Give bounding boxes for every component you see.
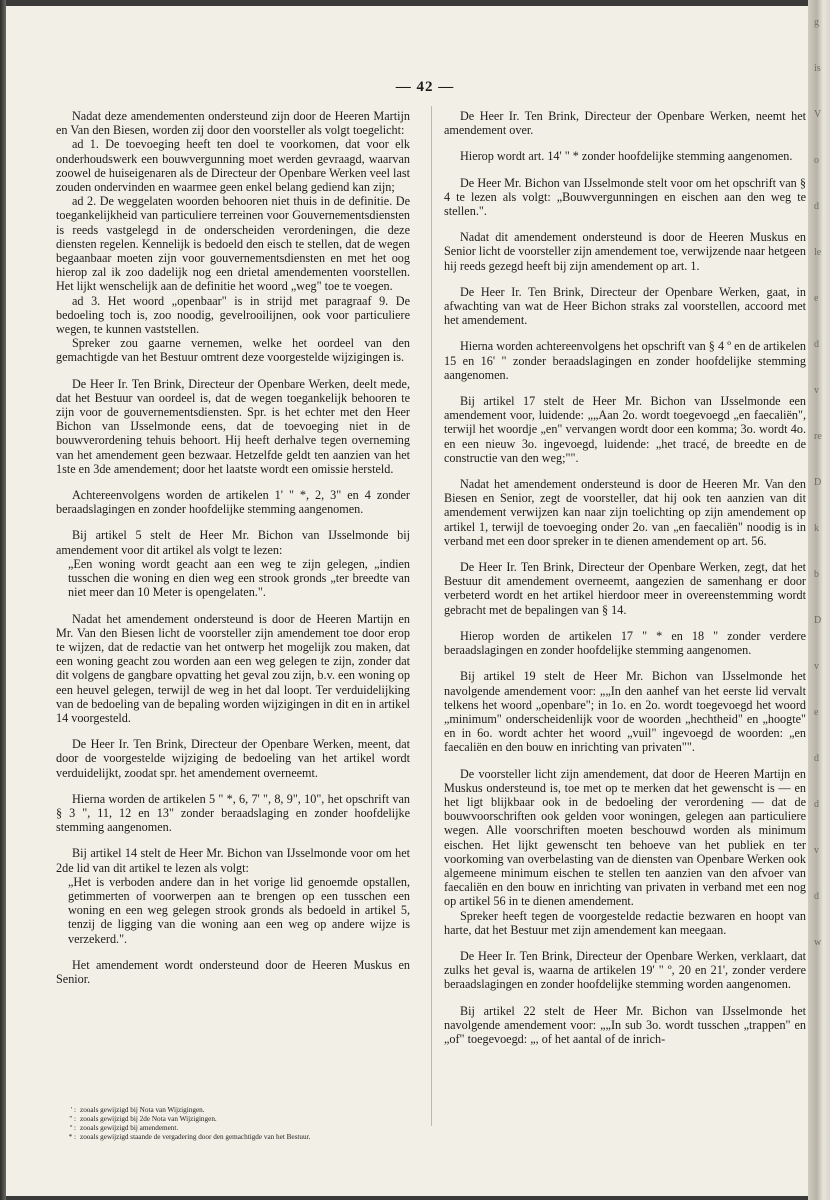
edge-letter: D [814, 615, 822, 626]
edge-letter: re [814, 431, 822, 442]
paragraph: Spreker zou gaarne vernemen, welke het oordeel van den gemachtigde van het Bestuur omtrent deze voorgestelde wijzigingen is. [56, 336, 410, 365]
paragraph: Bij artikel 17 stelt de Heer Mr. Bichon van IJsselmonde een amendement voor, luidende: „„Aan 2o. wordt toegevoegd „en faecaliën", terwijl het woordje „en" vervangen wordt door een komma; 3o. wordt 4o. en een nieuw 3o. ingevoegd, luidende: „het tracé, de breedte en de constructie van den weg;"". [444, 394, 806, 465]
edge-letter: e [814, 707, 819, 718]
paragraph: ad 2. De weggelaten woorden behooren niet thuis in de definitie. De toegankelijkheid van particuliere terreinen voor Gouvernementsdiensten is reeds vastgelegd in de onderscheiden verordeningen, die deze diensten regelen. Kennelijk is bedoeld den eisch te stellen, dat de wegen begaanbaar moeten zijn voor gouvernementsdiensten en met het oog hierop zal ik zoo dadelijk nog een drietal amendementen voorstellen. Het lijkt wenschelijk aan de definitie het woord „weg" toe te voegen. [56, 194, 410, 294]
paragraph: Spreker heeft tegen de voorgestelde redactie bezwaren en hoopt van harte, dat het Bestuur met zijn amendement kan meegaan. [444, 908, 806, 937]
edge-letter: g [814, 17, 819, 28]
edge-letter: d [814, 339, 819, 350]
edge-letter: is [814, 63, 821, 74]
paragraph: De Heer Ir. Ten Brink, Directeur der Openbare Werken, zegt, dat het Bestuur dit amendement overneemt, aangezien de samenhang er door verbeterd wordt en het artikel hierdoor meer in overeenstemming wordt gebracht met de bepalingen van § 14. [444, 560, 806, 617]
edge-letter: d [814, 891, 819, 902]
paragraph: Hierna worden achtereenvolgens het opschrift van § 4 º en de artikelen 15 en 16' " zonder beraadslagingen en zonder hoofdelijke stemming aangenomen. [444, 339, 806, 382]
edge-letter: k [814, 523, 819, 534]
left-column [56, 109, 410, 998]
quoted-amendment: „Een woning wordt geacht aan een weg te zijn gelegen, „indien tusschen die woning en dien weg een strook gronds „ter breedte van niet meer dan 10 Meter is opengelaten.". [68, 556, 410, 600]
paragraph: De Heer Mr. Bichon van IJsselmonde stelt voor om het opschrift van § 4 te lezen als volgt: „Bouwvergunningen en eischen aan den weg te stellen.". [444, 175, 806, 219]
edge-letter: d [814, 799, 819, 810]
paragraph: De Heer Ir. Ten Brink, Directeur der Openbare Werken, deelt mede, dat het Bestuur van oordeel is, dat de wegen toegankelijk behooren te zijn voor de gouvernementsdiensten. Spr. is het echter met den Heer Bichon van IJsselmonde eens, dat de toevoeging niet in de bouwverordening tehuis behoort. Hij heeft derhalve tegen overneming van het amendement geen bezwaar. Hetzelfde geldt ten aanzien van het 1ste en 3de amendement; door het laatste wordt een omissie hersteld. [56, 376, 410, 476]
adjacent-page-edge [808, 0, 830, 1200]
paragraph: De Heer Ir. Ten Brink, Directeur der Openbare Werken, neemt het amendement over. [444, 109, 806, 138]
document-page [6, 6, 812, 1196]
quoted-amendment: „Het is verboden andere dan in het vorige lid genoemde opstallen, getimmerten of voorwerpen aan te brengen op een tusschen een woning en een weg gelegen strook gronds als bedoeld in artikel 5, tenzij de ligging van die woning aan een weg op andere wijze is verzekerd.". [68, 874, 410, 946]
footnote: * : zooals gewijzigd staande de vergadering door den gemachtigde van het Bestuur. [68, 1133, 311, 1141]
paragraph: Hierop wordt art. 14' " * zonder hoofdelijke stemming aangenomen. [460, 149, 793, 164]
paragraph: Bij artikel 5 stelt de Heer Mr. Bichon van IJsselmonde bij amendement voor dit artikel als volgt te lezen: [56, 528, 410, 557]
edge-letter: b [814, 569, 819, 580]
paragraph: Nadat deze amendementen ondersteund zijn door de Heeren Martijn en Van den Biesen, worden zij door den voorsteller als volgt toegelicht: [56, 109, 410, 138]
paragraph: Bij artikel 22 stelt de Heer Mr. Bichon van IJsselmonde het navolgende amendement voor: „„In sub 3o. wordt tusschen „trappen" en „of" toegevoegd: „, of het aantal of de inrich- [444, 1003, 806, 1046]
paragraph: Achtereenvolgens worden de artikelen 1' " *, 2, 3" en 4 zonder beraadslagingen en zonder hoofdelijke stemming aangenomen. [56, 488, 410, 517]
paragraph: Nadat het amendement ondersteund is door de Heeren Martijn en Mr. Van den Biesen licht de voorsteller zijn amendement toe door erop te wijzen, dat de redactie van het ontwerp het mogelijk zou maken, dat een woning geacht zou worden aan een weg gelegen te zijn, zonder dat dit volgens de gangbare opvatting het geval zou zijn, b.v. een woning op een heuvel gelegen, terwijl de weg in het dal loopt. Ter verduidelijking van de bedoeling van de bepaling worden wijzigingen in dit en in artikel 14 voorgesteld. [56, 611, 410, 725]
footnote: ' : zooals gewijzigd bij Nota van Wijzigingen. [70, 1106, 205, 1114]
edge-letter: v [814, 661, 819, 672]
edge-letter: V [814, 109, 822, 120]
paragraph: Het amendement wordt ondersteund door de Heeren Muskus en Senior. [56, 957, 410, 986]
footnote: " : zooals gewijzigd bij 2de Nota van Wijzigingen. [69, 1115, 217, 1123]
paragraph: Bij artikel 19 stelt de Heer Mr. Bichon van IJsselmonde het navolgende amendement voor: „„In den aanhef van het eerste lid vervalt telkens het woord „openbare"; in 1o. en 2o. wordt toegevoegd het woord „minimum" onderscheidenlijk voor de woorden „hechtheid" en „hoogte" en in 6o. wordt achter het woord „vuil" ingevoegd de woorden: „en faecaliën en den bouw en inrichting van privaten"". [444, 669, 806, 755]
edge-letter: d [814, 753, 819, 764]
edge-letter: d [814, 201, 819, 212]
paragraph: ad 3. Het woord „openbaar" is in strijd met paragraaf 9. De bedoeling toch is, zoo noodig, gevelrooilijnen, ook voor particuliere wegen, te kunnen vaststellen. [56, 293, 410, 337]
edge-letter: v [814, 845, 819, 856]
paragraph: ad 1. De toevoeging heeft ten doel te voorkomen, dat voor elk onderhoudswerk een bouwvergunning moet werden gevraagd, waarvan zoowel de huiseigenaren als de Directeur der Openbare Werken veel last zouden ondervinden en waarmee geen enkel belang gediend kan zijn; [56, 137, 410, 195]
footnotes [64, 1106, 414, 1142]
edge-letter: o [814, 155, 819, 166]
paragraph: Hierop worden de artikelen 17 " * en 18 " zonder verdere beraadslagingen en zonder hoofdelijke stemming aangenomen. [444, 628, 806, 658]
footnote: º : zooals gewijzigd bij amendement. [69, 1124, 179, 1132]
edge-letter: e [814, 293, 819, 304]
paragraph: De Heer Ir. Ten Brink, Directeur der Openbare Werken, gaat, in afwachting van wat de Heer Bichon straks zal voorstellen, accoord met het amendement. [444, 284, 806, 328]
paragraph: Nadat het amendement ondersteund is door de Heeren Mr. Van den Biesen en Senior, zegt de voorsteller, dat hij ook ten aanzien van dit amendement verwijzen kan naar zijn toelichting op zijn amendement op artikel 1, terwijl de toevoeging onder 2o. van „en faecaliën" noodig is in verband met een door spreker in te dienen amendement op art. 56. [444, 477, 806, 548]
paragraph: Nadat dit amendement ondersteund is door de Heeren Muskus en Senior licht de voorsteller zijn amendement toe, verwijzende naar hetgeen hij reeds gezegd heeft bij zijn amendement op art. 1. [444, 230, 806, 273]
paragraph: De Heer Ir. Ten Brink, Directeur der Openbare Werken, verklaart, dat zulks het geval is, waarna de artikelen 19' " º, 20 en 21', zonder verdere beraadslagingen en zonder hoofdelijke stemming worden aangenomen. [444, 948, 806, 992]
paragraph: Hierna worden de artikelen 5 " *, 6, 7' ", 8, 9", 10", het opschrift van § 3 ", 11, 12 en 13" zonder beraadslaging en zonder hoofdelijke stemming aangenomen. [56, 791, 410, 835]
paragraph: De voorsteller licht zijn amendement, dat door de Heeren Martijn en Muskus ondersteund is, toe met op te merken dat het gewenscht is — en het ligt blijkbaar ook in de bedoeling der verordening — dat de bouwvoorschriften ook gelden voor woningen, gelegen aan particuliere wegen. Alle voorschriften moeten beschouwd worden als minimum eischen. Het lijkt gewenscht ten behoeve van het publiek en ter voorkoming van overbelasting van de diensten van Openbare Werken ook algemeene minimum eischen te stellen ten aanzien van den afvoer van faecaliën en den bouw en inrichting van privaten in verband met een nog op artikel 56 in te dienen amendement. [444, 766, 806, 909]
right-column [444, 109, 806, 1058]
page-number: — 42 — [395, 79, 455, 95]
edge-letter: D [814, 477, 822, 488]
edge-letter: w [814, 937, 822, 948]
paragraph: Bij artikel 14 stelt de Heer Mr. Bichon van IJsselmonde voor om het 2de lid van dit artikel te lezen als volgt: [56, 846, 410, 875]
column-divider [431, 106, 432, 1126]
paragraph: De Heer Ir. Ten Brink, Directeur der Openbare Werken, meent, dat door de voorgestelde wijziging de bedoeling van het artikel wordt verduidelijkt, zoodat spr. het amendement overneemt. [56, 737, 410, 780]
edge-letter: v [814, 385, 819, 396]
edge-letter: le [814, 247, 822, 258]
